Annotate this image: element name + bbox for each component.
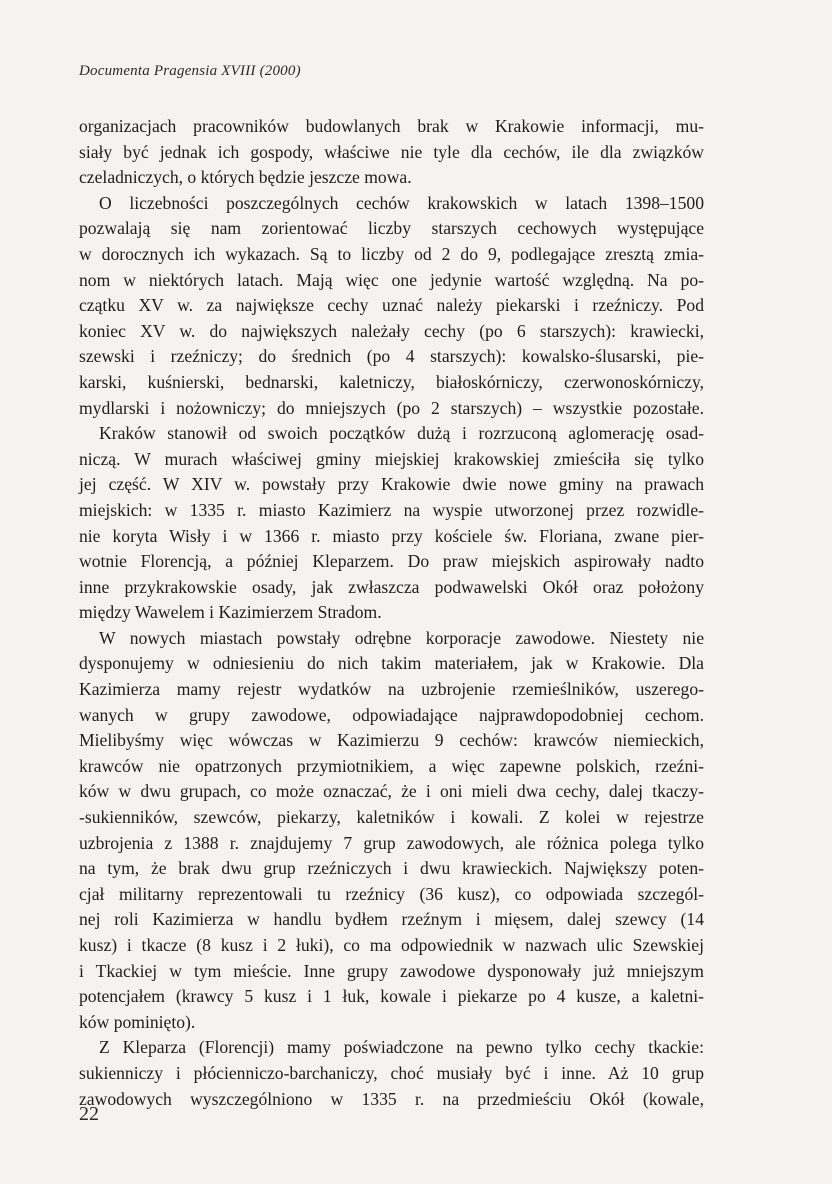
text-line: ków pominięto). xyxy=(79,1011,196,1032)
text-line: koniec XV w. do największych należały cechy (po 6 starszych): krawiecki, xyxy=(79,320,704,341)
text-line: pozwalają się nam zorientować liczby starszych cechowych występujące xyxy=(79,218,704,239)
text-line: zawodowych wyszczególniono w 1335 r. na przedmieściu Okół (kowale, xyxy=(79,1088,704,1109)
text-line: O liczebności poszczególnych cechów krakowskich w latach 1398–1500 xyxy=(99,192,704,213)
text-line: Kraków stanowił od swoich początków dużą i rozrzuconą aglomerację osad- xyxy=(99,423,704,444)
running-header: Documenta Pragensia XVIII (2000) xyxy=(79,63,301,79)
text-line: Mielibyśmy więc wówczas w Kazimierzu 9 cechów: krawców niemieckich, xyxy=(79,730,704,751)
text-line: uzbrojenia z 1388 r. znajdujemy 7 grup zawodowych, ale różnica polega tylko xyxy=(79,832,704,853)
text-line: Z Kleparza (Florencji) mamy poświadczone na pewno tylko cechy tkackie: xyxy=(99,1037,704,1058)
text-line: inne przykrakowskie osady, jak zwłaszcza podwawelski Okół oraz położony xyxy=(79,576,704,597)
text-line: Kazimierza mamy rejestr wydatków na uzbrojenie rzemieślników, uszerego- xyxy=(79,679,704,700)
text-line: siały być jednak ich gospody, właściwe nie tyle dla cechów, ile dla związków xyxy=(79,141,704,162)
page-number: 22 xyxy=(79,1103,99,1125)
text-line: krawców nie opatrzonych przymiotnikiem, a więc zapewne polskich, rzeźni- xyxy=(79,755,704,776)
text-line: między Wawelem i Kazimierzem Stradom. xyxy=(79,602,382,623)
text-line: czątku XV w. za największe cechy uznać należy piekarski i rzeźniczy. Pod xyxy=(79,295,704,316)
text-line: W nowych miastach powstały odrębne korporacje zawodowe. Niestety nie xyxy=(99,627,704,648)
text-line: niczą. W murach właściwej gminy miejskiej krakowskiej zmieściła się tylko xyxy=(79,448,704,469)
text-line: dysponujemy w odniesieniu do nich takim materiałem, jak w Krakowie. Dla xyxy=(79,653,704,674)
text-line: wanych w grupy zawodowe, odpowiadające najprawdopodobniej cechom. xyxy=(79,704,704,725)
text-line: miejskich: w 1335 r. miasto Kazimierz na wyspie utworzonej przez rozwidle- xyxy=(79,499,704,520)
text-line: w dorocznych ich wykazach. Są to liczby od 2 do 9, podlegające zresztą zmia- xyxy=(79,243,704,264)
text-line: potencjałem (krawcy 5 kusz i 1 łuk, kowale i piekarze po 4 kusze, a kaletni- xyxy=(79,986,704,1007)
text-line: i Tkackiej w tym mieście. Inne grupy zawodowe dysponowały już mniejszym xyxy=(79,960,704,981)
text-line: nej roli Kazimierza w handlu bydłem rzeźnym i mięsem, dalej szewcy (14 xyxy=(79,909,704,930)
text-line: szewski i rzeźniczy; do średnich (po 4 starszych): kowalsko-ślusarski, pie- xyxy=(79,346,704,367)
text-line: jej część. W XIV w. powstały przy Krakowie dwie nowe gminy na prawach xyxy=(79,474,704,495)
text-line: na tym, że brak dwu grup rzeźniczych i dwu krawieckich. Największy poten- xyxy=(79,858,704,879)
text-line: karski, kuśnierski, bednarski, kaletniczy, białoskórniczy, czerwonoskórniczy, xyxy=(79,371,704,392)
text-line: sukienniczy i płócienniczo-barchaniczy, choć musiały być i inne. Aż 10 grup xyxy=(79,1062,704,1083)
text-line: nom w niektórych latach. Mają więc one jedynie wartość względną. Na po- xyxy=(79,269,704,290)
text-line: wotnie Florencją, a później Kleparzem. Do praw miejskich aspirowały nadto xyxy=(79,551,704,572)
text-line: -sukienników, szewców, piekarzy, kaletników i kowali. Z kolei w rejestrze xyxy=(79,807,704,828)
body-text xyxy=(79,114,704,1112)
text-line: nie koryta Wisły i w 1366 r. miasto przy kościele św. Floriana, zwane pier- xyxy=(79,525,704,546)
text-line: czeladniczych, o których będzie jeszcze mowa. xyxy=(79,167,412,188)
text-line: organizacjach pracowników budowlanych brak w Krakowie informacji, mu- xyxy=(79,116,704,136)
text-line: kusz) i tkacze (8 kusz i 2 łuki), co ma odpowiednik w nazwach ulic Szewskiej xyxy=(79,935,704,955)
text-line: ków w dwu grupach, co może oznaczać, że i oni mieli dwa cechy, dalej tkaczy- xyxy=(79,781,704,802)
text-line: mydlarski i nożowniczy; do mniejszych (po 2 starszych) – wszystkie pozostałe. xyxy=(79,397,704,418)
text-line: cjał militarny reprezentowali tu rzeźnicy (36 kusz), co odpowiada szczegól- xyxy=(79,883,704,904)
